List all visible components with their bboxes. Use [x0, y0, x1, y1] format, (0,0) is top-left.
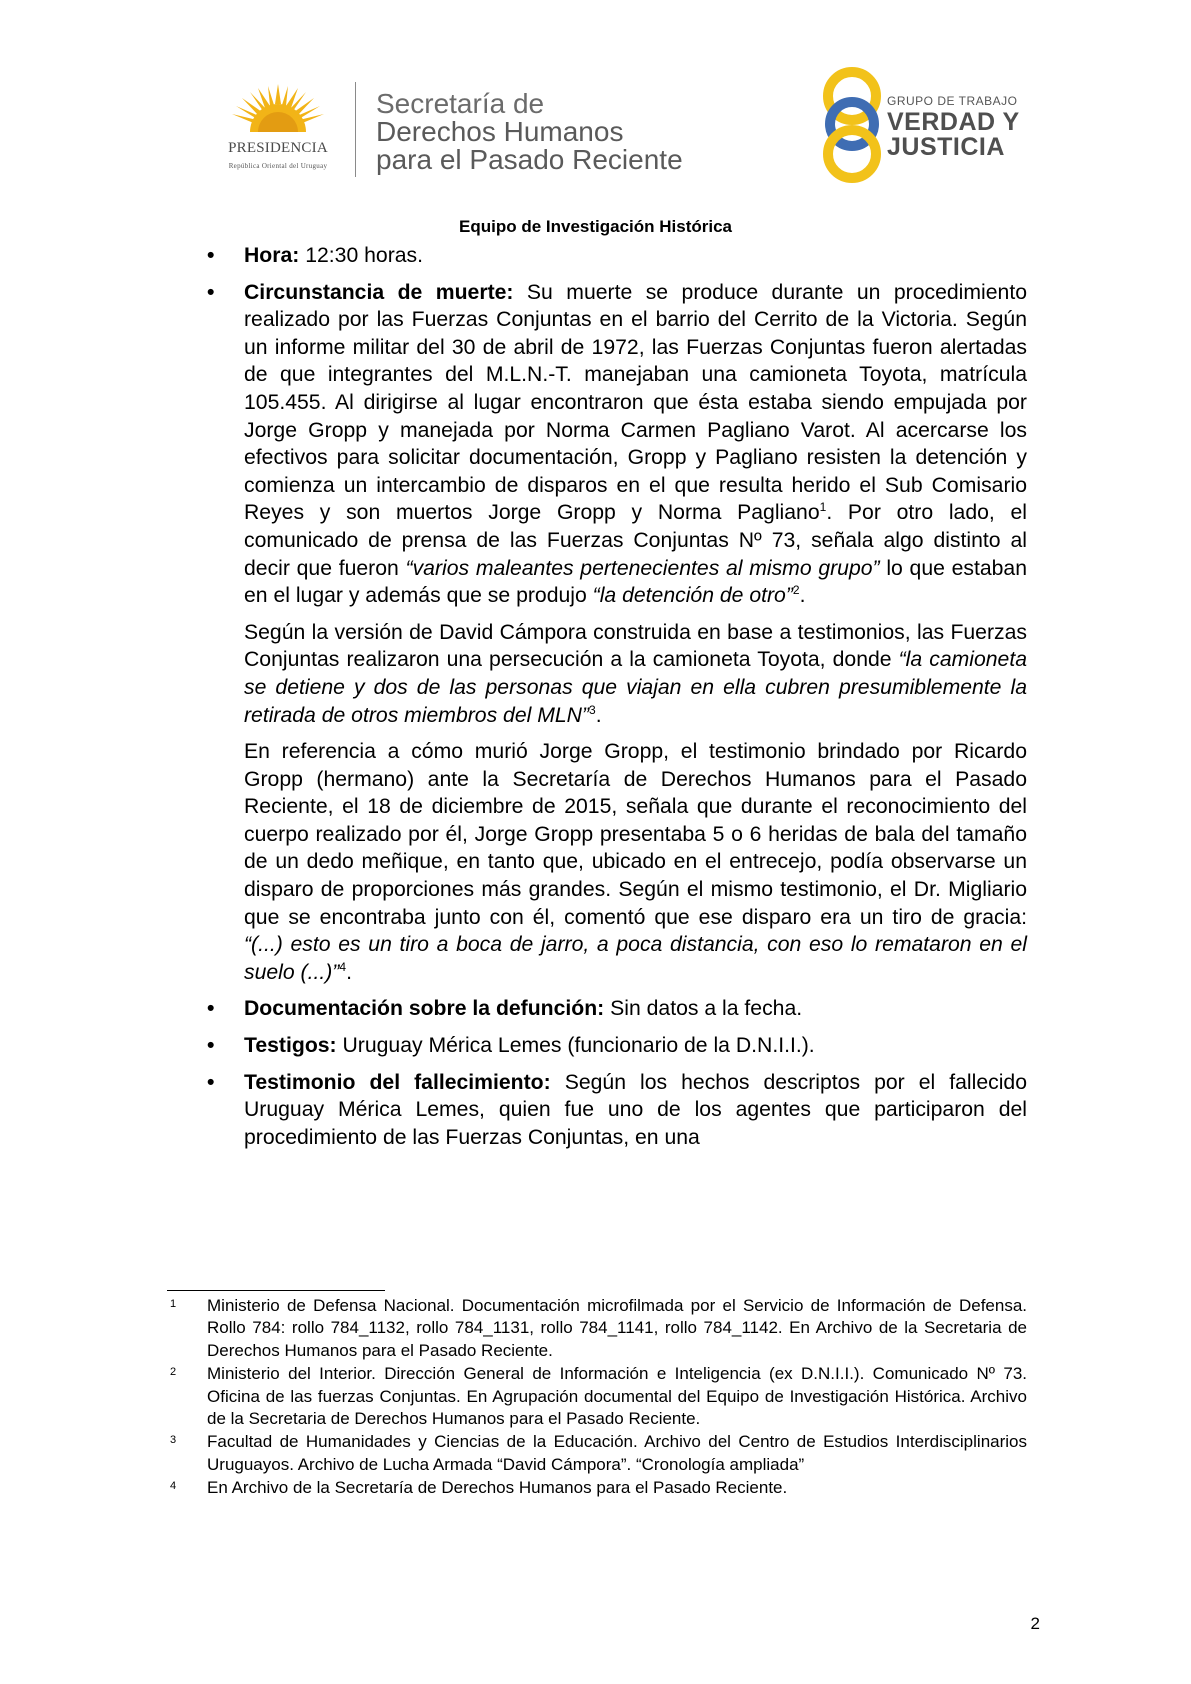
documentacion-value: Sin datos a la fecha. — [604, 997, 803, 1021]
verdad-justicia-logo — [815, 66, 1035, 186]
documentacion-label: Documentación sobre la defunción: — [244, 997, 605, 1021]
footnote-ref-1[interactable]: 1 — [819, 500, 827, 515]
secretaria-line-3: para el Pasado Reciente — [376, 144, 683, 175]
verdad-justicia-title — [887, 110, 1020, 160]
footnote-ref-3[interactable]: 3 — [589, 702, 596, 717]
bullet-circunstancia — [207, 279, 1027, 610]
rings-emblem-icon — [815, 66, 890, 186]
campora-text-1: Según la versión de David Cámpora construida en base a testimonios, las Fuerzas Conjuntas realizaron una persecución a la camioneta Toyota, donde — [244, 620, 1027, 672]
testimonio-label: Testimonio del fallecimiento: — [244, 1070, 551, 1094]
page-header — [0, 0, 1191, 220]
footnote-number: 2 — [170, 1366, 177, 1379]
presidencia-logo — [198, 82, 363, 182]
bullet-testigos — [207, 1032, 1027, 1060]
referencia-text-2: . — [346, 960, 352, 984]
hora-value: 12:30 horas. — [299, 244, 424, 267]
document-body — [207, 242, 1027, 1160]
footnote-3 — [170, 1431, 1027, 1476]
footnote-number: 4 — [170, 1480, 177, 1493]
paragraph-campora — [207, 619, 1027, 729]
footnote-text: En Archivo de la Secretaría de Derechos Humanos para el Pasado Reciente. — [207, 1478, 788, 1498]
grupo-de-trabajo-label: GRUPO DE TRABAJO — [887, 94, 1018, 108]
bullet-documentacion — [207, 995, 1027, 1023]
referencia-text-1: En referencia a cómo murió Jorge Gropp, el testimonio brindado por Ricardo Gropp (hermano) ante la Secretaría de Derechos Humanos para el Pasado Reciente, el 18 de diciembre de 2015, señala que durante el reconocimiento del cuerpo realizado por él, Jorge Gropp presentaba 5 o 6 heridas de bala del tamaño de un dedo meñique, en tanto que, ubicado en el entrecejo, podía observarse un disparo de proporciones más grandes. Según el mismo testimonio, el Dr. Migliario que se encontraba junto con él, comentó que ese disparo era un tiro de gracia: — [244, 740, 1027, 929]
sun-emblem-icon — [228, 82, 328, 144]
circunstancia-text-2: . Por otro lado, el comunicado de prensa de las Fuerzas Conjuntas Nº 73, señala algo distinto al decir que fueron — [244, 501, 1027, 580]
paragraph-referencia — [207, 738, 1027, 986]
circunstancia-text-1: Su muerte se produce durante un procedimiento realizado por las Fuerzas Conjuntas en el barrio del Cerrito de la Victoria. Según un informe militar del 30 de abril de 1972, las Fuerzas Conjuntas fueron alertadas de que integrantes del M.L.N.-T. manejaban una camioneta Toyota, matrícula 105.455. Al dirigirse al lugar encontraron que ésta estaba siendo empujada por Jorge Gropp y manejada por Norma Carmen Pagliano Varot. Al acercarse los efectivos para solicitar documentación, Gropp y Pagliano resisten la detención y comienza un intercambio de disparos en el que resulta herido el Sub Comisario Reyes y son muertos Jorge Gropp y Norma Pagliano — [244, 280, 1027, 525]
verdad-line: VERDAD Y — [887, 108, 1020, 136]
circunstancia-text-3: lo que estaban en el lugar y además que se produjo — [244, 556, 1028, 608]
circunstancia-quote-2: “la detención de otro” — [592, 584, 793, 608]
footnote-1 — [170, 1295, 1027, 1362]
presidencia-subtitle: República Oriental del Uruguay — [228, 162, 328, 170]
testimonio-value: Según los hechos descriptos por el fallecido Uruguay Mérica Lemes, quien fue uno de los agentes que participaron del procedimiento de las Fuerzas Conjuntas, en una — [244, 1070, 1027, 1149]
footnote-2 — [170, 1363, 1027, 1430]
footnote-text: Facultad de Humanidades y Ciencias de la Educación. Archivo del Centro de Estudios Interdisciplinarios Uruguayos. Archivo de Lucha Armada “David Cámpora”. “Cronología ampliada” — [207, 1432, 1027, 1474]
footnote-ref-4[interactable]: 4 — [339, 959, 347, 974]
testigos-label: Testigos: — [244, 1034, 337, 1058]
footnote-ref-2[interactable]: 2 — [792, 583, 800, 598]
circunstancia-label: Circunstancia de muerte: — [244, 280, 514, 304]
campora-text-2: . — [595, 703, 602, 727]
page-number: 2 — [1030, 1614, 1040, 1633]
justicia-line: JUSTICIA — [887, 133, 1005, 161]
presidencia-name: PRESIDENCIA — [228, 140, 328, 156]
footnote-separator — [167, 1290, 385, 1291]
campora-quote: “la camioneta se detiene y dos de las personas que viajan en ella cubren presumiblemente la retirada de otros miembros del MLN” — [244, 648, 1028, 727]
footnotes — [170, 1295, 1027, 1501]
footnote-number: 3 — [170, 1434, 177, 1447]
circunstancia-text-4: . — [799, 584, 806, 608]
header-divider — [355, 82, 356, 177]
team-title: Equipo de Investigación Histórica — [459, 217, 732, 236]
footnote-number: 1 — [170, 1298, 177, 1310]
secretaria-logo-text — [376, 90, 683, 174]
referencia-quote: “(...) esto es un tiro a boca de jarro, a poca distancia, con eso lo remataron en el suelo (...)” — [244, 933, 1027, 984]
footnote-text: Ministerio del Interior. Dirección General de Información e Inteligencia (ex D.N.I.I.). Comunicado Nº 73. Oficina de las fuerzas Conjuntas. En Agrupación documental del Equipo de Investigación Histórica. Archivo de la Secretaria de Derechos Humanos para el Pasado Reciente. — [207, 1364, 1027, 1429]
secretaria-line-1: Secretaría de — [376, 88, 545, 119]
footnote-4 — [170, 1477, 1027, 1499]
circunstancia-quote-1: “varios maleantes pertenecientes al mismo grupo” — [405, 556, 880, 580]
footnote-text: Ministerio de Defensa Nacional. Documentación microfilmada por el Servicio de Información de Defensa. Rollo 784: rollo 784_1132, rollo 784_1131, rollo 784_1141, rollo 784_1142. En Archivo de la Secretaria de Derechos Humanos para el Pasado Reciente. — [207, 1296, 1027, 1360]
hora-label: Hora: — [244, 244, 300, 267]
bullet-testimonio — [207, 1069, 1027, 1152]
secretaria-line-2: Derechos Humanos — [376, 116, 624, 147]
testigos-value: Uruguay Mérica Lemes (funcionario de la D.N.I.I.). — [336, 1034, 815, 1058]
bullet-hora — [207, 242, 1027, 270]
